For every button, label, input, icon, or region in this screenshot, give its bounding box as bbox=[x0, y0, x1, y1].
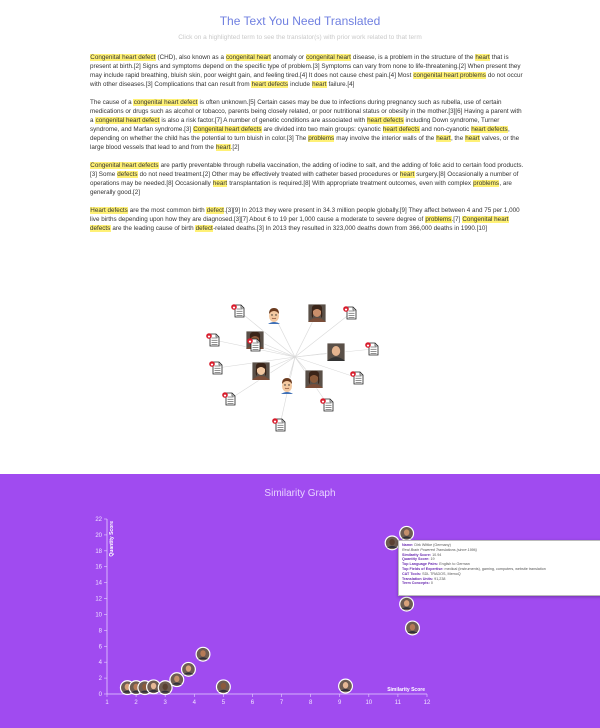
tooltip-name-label: Name: bbox=[402, 543, 414, 547]
text-segment: are partly preventable through rubella vaccination, the adding of iodine to salt, and the adding of folic acid to certain food products.[3] Some bbox=[90, 162, 524, 178]
highlighted-term[interactable]: Congenital heart defect bbox=[90, 54, 156, 61]
tooltip-row-label: Translation Units: bbox=[402, 576, 434, 581]
translator-point[interactable] bbox=[399, 597, 414, 612]
text-segment: , are generally good.[2] bbox=[90, 179, 512, 196]
translator-tooltip bbox=[398, 540, 600, 596]
page-title: The Text You Need Translated bbox=[219, 14, 381, 28]
x-tick-label: 11 bbox=[394, 700, 402, 706]
text-segment: -related deaths.[3] In 2013 they resulted in 323,000 deaths down from 366,000 deaths in 1990.[10] bbox=[213, 225, 488, 232]
y-axis-label: Quantity Score bbox=[109, 521, 115, 557]
translator-point[interactable] bbox=[196, 647, 211, 662]
tooltip-row-value: 0 bbox=[429, 581, 433, 586]
tooltip-row-value: 91,238 bbox=[433, 576, 446, 581]
text-segment: (CHD), also known as a bbox=[155, 54, 226, 61]
text-segment: do not need treatment.[2] Other may be effectively treated with catheter based procedures or bbox=[137, 170, 400, 178]
highlighted-term[interactable]: congenital heart bbox=[306, 54, 351, 61]
x-tick-label: 8 bbox=[308, 700, 313, 706]
highlighted-term[interactable]: heart defects bbox=[367, 116, 404, 124]
y-tick-label: 2 bbox=[98, 676, 102, 683]
y-tick-label: 20 bbox=[95, 532, 102, 539]
y-tick-label: 14 bbox=[95, 580, 102, 587]
tooltip-company: Real Brain Powered Translations (since 1996) bbox=[402, 547, 477, 552]
text-segment: valves, or the large blood vessels that lead to and from the bbox=[90, 134, 520, 151]
highlighted-term[interactable]: defects bbox=[117, 170, 138, 178]
y-tick-label: 18 bbox=[95, 548, 102, 555]
highlighted-term[interactable]: heart bbox=[215, 143, 231, 151]
text-segment: do not occur with other diseases.[3] Complications that can result from bbox=[90, 71, 523, 88]
highlighted-term[interactable]: problems bbox=[308, 134, 335, 142]
translator-point[interactable] bbox=[405, 620, 420, 635]
y-tick-label: 12 bbox=[95, 596, 102, 603]
translator-point[interactable] bbox=[169, 672, 184, 687]
x-tick-label: 3 bbox=[163, 700, 167, 706]
tooltip-row-label: Term Concepts: bbox=[402, 581, 430, 586]
y-tick-label: 22 bbox=[95, 517, 102, 523]
text-segment: anomaly or bbox=[271, 54, 306, 61]
highlighted-term[interactable]: heart bbox=[312, 80, 327, 88]
page-subtitle: Click on a highlighted term to see the translator(s) with prior work related to that term bbox=[178, 34, 422, 41]
x-tick-label: 2 bbox=[134, 700, 138, 706]
tooltip-row-value: medical (instruments), gaming, computers, website translation bbox=[443, 566, 546, 571]
text-segment: are the leading cause of birth bbox=[110, 225, 196, 232]
text-segment: .[3][9] In 2013 they were present in 34.3 million people globally.[9] They affect between 4 and 75 per 1,000 live births depending upon how they are diagnosed.[3][7] About 6 to 19 per 1,000 cause a moderate to severe degree of bbox=[90, 207, 520, 224]
x-tick-label: 1 bbox=[105, 700, 109, 706]
y-tick-label: 10 bbox=[95, 612, 102, 619]
highlighted-term[interactable]: heart bbox=[399, 170, 415, 178]
text-segment: failure.[4] bbox=[326, 80, 355, 88]
tooltip-row-value: SDL TRADOS, MemoQ bbox=[421, 571, 461, 576]
highlighted-term[interactable]: problems bbox=[425, 216, 452, 224]
y-tick-label: 6 bbox=[98, 644, 102, 651]
tooltip-name: Dirk Wittke bbox=[414, 543, 433, 547]
highlighted-term[interactable]: heart bbox=[475, 54, 490, 61]
translator-point[interactable] bbox=[399, 526, 414, 541]
text-segment: are divided into two main groups: cyanotic bbox=[261, 125, 383, 133]
highlighted-term[interactable]: heart defects bbox=[471, 125, 508, 133]
text-segment: that is present at birth.[2] Signs and symptoms depend on the specific type of problem.[3] Symptoms can vary from none to life-threatening.[2] When present they may include rapid breathing, bluish skin, poor weight gain, and feeling tired.[4] It does not cause chest pain.[4] Most bbox=[90, 54, 521, 79]
highlighted-term[interactable]: problems bbox=[473, 179, 500, 187]
x-tick-label: 12 bbox=[423, 700, 431, 706]
tooltip-row-label: Top Fields of Expertise: bbox=[402, 566, 444, 571]
text-segment: The cause of a bbox=[90, 99, 134, 107]
tooltip-country: (Germany) bbox=[433, 543, 451, 547]
x-axis-label: Similarity Score bbox=[387, 687, 425, 693]
text-segment: is also a risk factor.[7] A number of genetic conditions are associated with bbox=[159, 116, 367, 124]
x-tick-label: 9 bbox=[338, 700, 342, 706]
text-segment: disease, is a problem in the structure of the bbox=[351, 54, 476, 61]
x-tick-label: 6 bbox=[250, 700, 255, 706]
y-tick-label: 4 bbox=[98, 660, 102, 667]
text-segment: may involve the interior walls of the bbox=[334, 134, 436, 142]
text-segment: and non-cyanotic bbox=[419, 125, 471, 133]
translator-point[interactable] bbox=[181, 662, 196, 677]
x-tick-label: 5 bbox=[221, 700, 226, 706]
text-segment: .[2] bbox=[230, 143, 240, 151]
x-tick-label: 4 bbox=[192, 700, 196, 706]
highlighted-term[interactable]: Congenital heart defects bbox=[90, 216, 509, 232]
translator-point[interactable] bbox=[216, 679, 231, 694]
text-segment: including Down syndrome, Turner syndrome, and Marfan syndrome.[3] bbox=[90, 116, 500, 133]
highlighted-term[interactable]: congenital heart bbox=[226, 54, 271, 61]
x-tick-label: 10 bbox=[365, 700, 373, 706]
highlighted-term[interactable]: Congenital heart defects bbox=[90, 162, 159, 170]
tooltip-row-label: Similarity Score: bbox=[402, 552, 432, 557]
x-tick-label: 7 bbox=[279, 700, 284, 706]
tooltip-row-label: Quantity Score: bbox=[402, 557, 430, 562]
highlighted-term[interactable]: heart bbox=[436, 134, 451, 142]
tooltip-row-value: 10.94 bbox=[431, 552, 442, 557]
tooltip-row bbox=[402, 581, 600, 586]
highlighted-term[interactable]: Congenital heart defects bbox=[193, 125, 262, 133]
text-segment: , depending on whether the child has the potential to turn bluish in color.[3] The bbox=[90, 125, 510, 142]
text-segment: transplantation is required.[8] With appropriate treatment outcomes, even with complex bbox=[227, 179, 473, 187]
text-segment: , the bbox=[450, 134, 465, 142]
tooltip-row-label: CAT Tools: bbox=[402, 571, 422, 576]
tooltip-row-value: English to German bbox=[438, 562, 470, 567]
tooltip-row-label: Top Language Pairs: bbox=[402, 562, 439, 567]
highlighted-term[interactable]: heart defects bbox=[382, 125, 420, 133]
text-segment: include bbox=[288, 80, 312, 88]
text-segment: are the most common birth bbox=[128, 207, 207, 215]
graph-title: Similarity Graph bbox=[264, 488, 336, 499]
text-segment: .[7] bbox=[451, 216, 463, 224]
highlighted-term[interactable]: defect bbox=[206, 207, 224, 215]
highlighted-term[interactable]: heart bbox=[465, 134, 480, 142]
y-tick-label: 16 bbox=[95, 564, 102, 571]
text-segment: surgery.[8] Occasionally a number of operations may be needed.[8] Occasionally bbox=[90, 170, 519, 187]
highlighted-term[interactable]: heart defects bbox=[251, 80, 289, 88]
highlighted-term[interactable]: defect bbox=[195, 225, 213, 232]
highlighted-term[interactable]: congenital heart problems bbox=[413, 71, 486, 79]
highlighted-term[interactable]: heart bbox=[212, 179, 228, 187]
text-segment: is often unknown.[5] Certain cases may be due to infections during pregnancy such as rubella, use of certain medications or drugs such as alcohol or tobacco, parents being closely related, or poor nutritional status or obesity in the mother.[3][6] Having a parent with a bbox=[90, 99, 522, 124]
tooltip-row-value: 19 bbox=[429, 557, 435, 562]
highlighted-term[interactable]: congenital heart defect bbox=[95, 116, 160, 124]
translator-point[interactable] bbox=[338, 679, 353, 694]
highlighted-term[interactable]: Heart defects bbox=[90, 207, 128, 215]
y-tick-label: 0 bbox=[98, 692, 102, 698]
y-tick-label: 8 bbox=[98, 628, 102, 635]
highlighted-term[interactable]: congenital heart defect bbox=[133, 99, 198, 107]
